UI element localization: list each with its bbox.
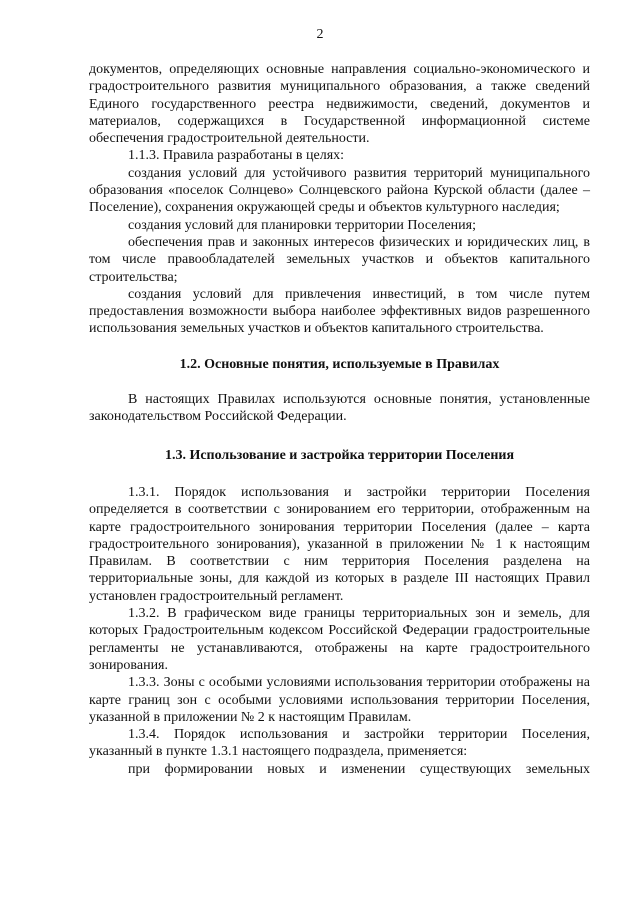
page-number: 2 (316, 27, 324, 42)
paragraph-1-2-text: В настоящих Правилах используются основные понятия, установленные законодательством Российской Федерации. (89, 392, 590, 425)
list-item-goal-3: обеспечения прав и законных интересов физических и юридических лиц, в том числе правообладателей земельных участков и объектов капитального строительства; (89, 234, 590, 285)
list-item-goal-4: создания условий для привлечения инвестиций, в том числе путем предоставления возможности выбора наиболее эффективных видов разрешенного использования земельных участков и объектов капитального строительства. (89, 286, 590, 337)
document-body (89, 61, 590, 778)
paragraph-1-3-3: 1.3.3. Зоны с особыми условиями использования территории отображены на карте границ зон с особыми условиями использования территории Поселения, указанной в приложении № 2 к настоящим Правилам. (89, 675, 590, 725)
section-heading-1-3: 1.3. Использование и застройка территории Поселения (164, 447, 515, 463)
paragraph-1-3-4: 1.3.4. Порядок использования и застройки территории Поселения, указанный в пункте 1.3.1 настоящего подраздела, применяется: (89, 727, 590, 760)
paragraph-1-3-2: 1.3.2. В графическом виде границы территориальных зон и земель, для которых Градостроительным кодексом Российской Федерации градостроительные регламенты не устанавливаются, отображены на карте градостроительного зонирования. (89, 606, 590, 673)
list-item-1-3-4-start: при формировании новых и изменении существующих земельных (128, 761, 590, 777)
section-heading-1-2: 1.2. Основные понятия, используемые в Правилах (179, 356, 500, 372)
paragraph-1-1-3-title: 1.1.3. Правила разработаны в целях: (128, 148, 345, 164)
paragraph-continuation: документов, определяющих основные направления социально-экономического и градостроительного развития муниципального образования, а также сведений Единого государственного реестра недвижимости, сведений, документов и материалов, содержащихся в Государственной информационной системе обеспечения градостроительной деятельности. (89, 62, 590, 147)
list-item-goal-2: создания условий для планировки территории Поселения; (128, 217, 476, 233)
paragraph-1-3-1: 1.3.1. Порядок использования и застройки территории Поселения определяется в соответствии с зонированием его территории, отображенным на карте градостроительного зонирования территории Поселения (далее – карта градостроительного зонирования), указанной в приложении № 1 к настоящим Правилам. В соответствии с ним территория Поселения разделена на территориальные зоны, для каждой из которых в разделе III настоящих Правил установлен градостроительный регламент. (89, 484, 590, 604)
list-item-goal-1: создания условий для устойчивого развития территорий муниципального образования «поселок Солнцево» Солнцевского района Курской области (далее – Поселение), сохранения окружающей среды и объектов культурного наследия; (89, 165, 590, 216)
